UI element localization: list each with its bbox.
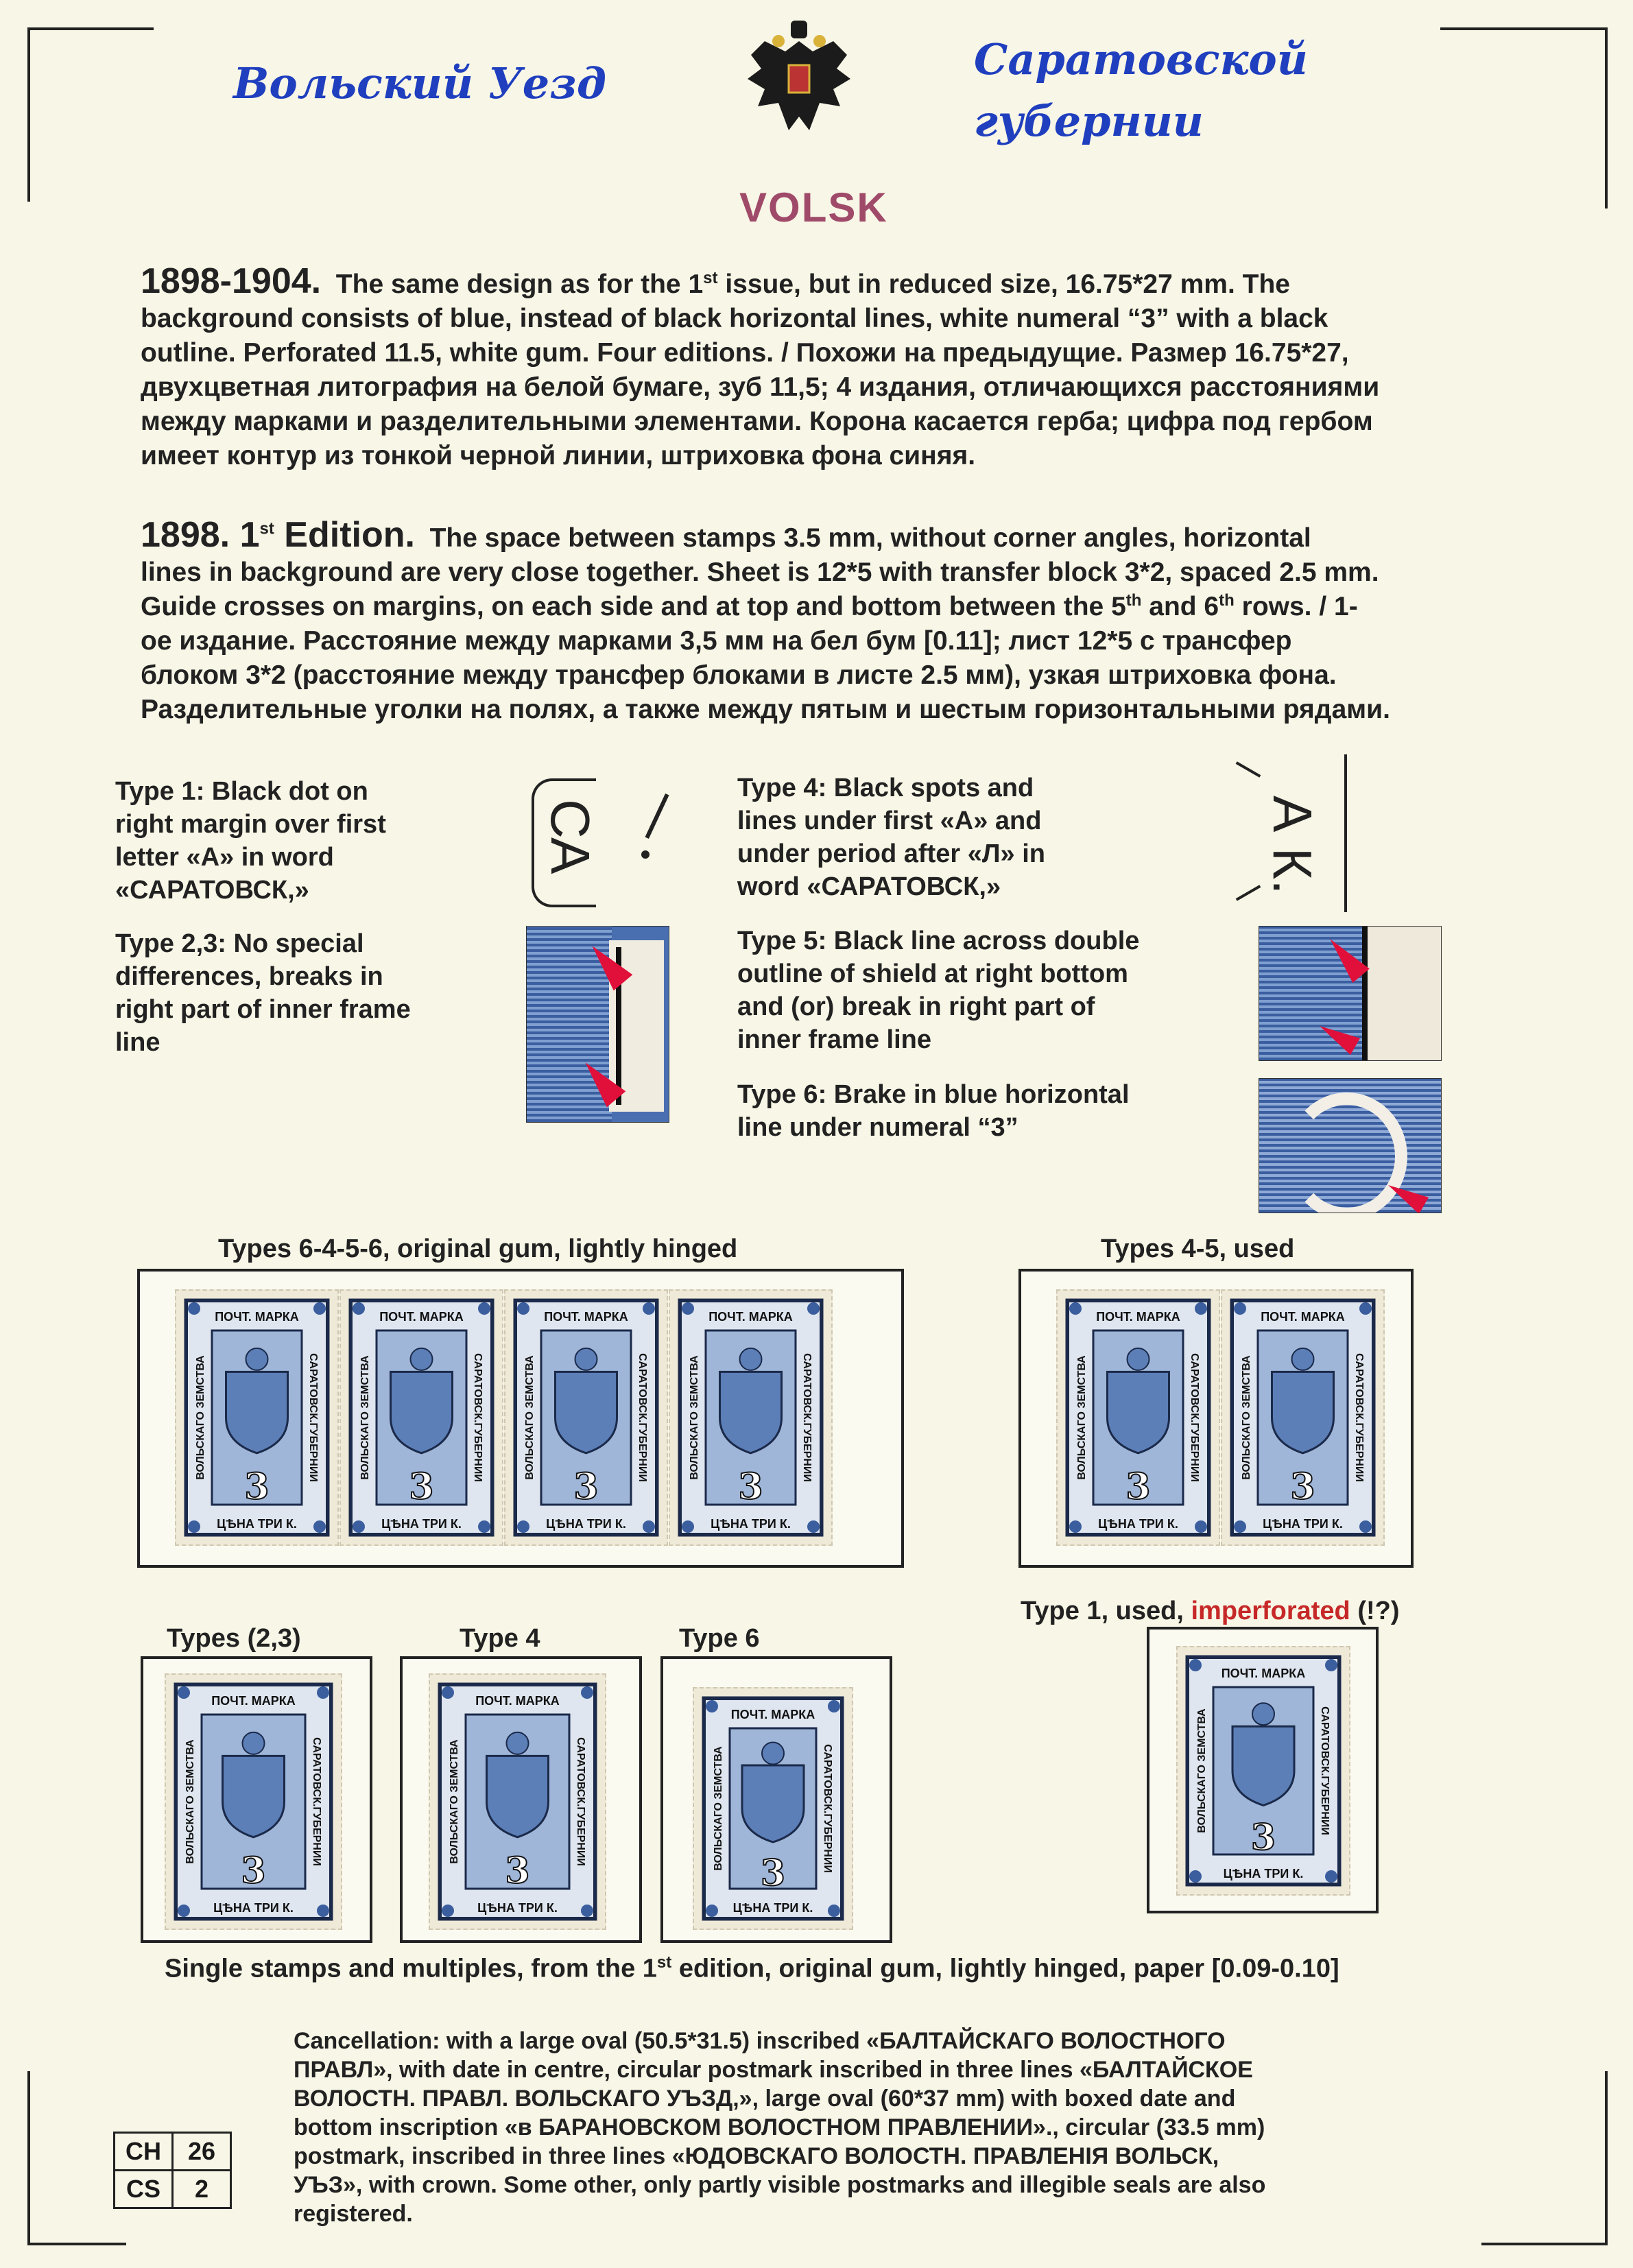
svg-text:ЦѢНА ТРИ К.: ЦѢНА ТРИ К.: [1223, 1867, 1304, 1881]
stamp: [175, 1289, 339, 1546]
corner-bracket-top-left: [27, 27, 154, 202]
svg-text:ПОЧТ. МАРКА: ПОЧТ. МАРКА: [544, 1310, 628, 1324]
svg-text:ЦѢНА ТРИ К.: ЦѢНА ТРИ К.: [732, 1901, 813, 1915]
imperforated-caption: Type 1, used, imperforated (!?): [1021, 1597, 1400, 1625]
svg-text:САРАТОВСК.ГУБЕРНИИ: САРАТОВСК.ГУБЕРНИИ: [1189, 1353, 1200, 1482]
svg-text:3: 3: [1290, 1466, 1315, 1508]
svg-text:3: 3: [409, 1466, 434, 1508]
pair-caption: Types 4-5, used: [1101, 1234, 1295, 1263]
singles-caption: Single stamps and multiples, from the 1st edition, original gum, lightly hinged, paper [0.09-0.10]: [165, 1953, 1339, 1983]
stamp-design: [430, 1675, 605, 1929]
svg-text:ПОЧТ. МАРКА: ПОЧТ. МАРКА: [730, 1708, 815, 1721]
svg-text:3: 3: [738, 1466, 763, 1508]
stamp: [1221, 1289, 1385, 1546]
issue-line-1-b: issue, but in reduced size, 16.75*27 mm. The: [725, 270, 1290, 299]
svg-text:ЦѢНА ТРИ К.: ЦѢНА ТРИ К.: [217, 1517, 297, 1531]
svg-text:ПОЧТ. МАРКА: ПОЧТ. МАРКА: [379, 1310, 464, 1324]
svg-text:САРАТОВСК.ГУБЕРНИИ: САРАТОВСК.ГУБЕРНИИ: [1353, 1353, 1365, 1482]
stamp-design: [694, 1688, 852, 1929]
svg-text:САРАТОВСК.ГУБЕРНИИ: САРАТОВСК.ГУБЕРНИИ: [311, 1737, 322, 1866]
stamp-design: [1058, 1291, 1219, 1544]
stamp-design: [176, 1291, 337, 1544]
type-1-sketch: [525, 765, 703, 922]
issue-line-6: имеет контур из тонкой черной линии, штриховка фона синяя.: [141, 441, 976, 470]
svg-text:ПОЧТ. МАРКА: ПОЧТ. МАРКА: [1221, 1667, 1306, 1680]
stamp-design: [341, 1291, 502, 1544]
page-title: VOLSK: [739, 184, 888, 230]
svg-text:ЦѢНА ТРИ К.: ЦѢНА ТРИ К.: [1263, 1517, 1343, 1531]
catalog-row-ch: [115, 2133, 231, 2171]
issue-line-1-sup: st: [703, 269, 718, 287]
type-5-description: Type 5: Black line across double outline of shield at right bottom and (or) break in right part of inner frame line: [737, 927, 1140, 1054]
issue-line-2: background consists of blue, instead of black horizontal lines, white numeral “3” with a black: [141, 304, 1328, 333]
stamp-design: [1178, 1647, 1349, 1894]
issue-paragraph: [141, 261, 1512, 473]
corner-bracket-bottom-left: [27, 2071, 126, 2245]
catalog-row-cs: [115, 2171, 231, 2208]
district-title: Вольский Уезд: [233, 58, 606, 108]
catalog-cs-label: CS: [115, 2171, 173, 2208]
edition-line-5: блоком 3*2 (расстояние между трансфер блоками в листе 2.5 мм), узкая штриховка фона.: [141, 660, 1337, 690]
edition-paragraph: [141, 515, 1512, 727]
svg-text:ПОЧТ. МАРКА: ПОЧТ. МАРКА: [211, 1694, 296, 1708]
province-title-line1: Саратовской: [974, 34, 1308, 84]
svg-text:3: 3: [760, 1852, 786, 1894]
stamp-design: [505, 1291, 667, 1544]
type-1-description: Type 1: Black dot on right margin over first letter «А» in word «САРАТОВСК,»: [115, 777, 386, 905]
svg-text:ВОЛЬСКАГО ЗЕМСТВА: ВОЛЬСКАГО ЗЕМСТВА: [689, 1355, 700, 1480]
svg-text:ПОЧТ. МАРКА: ПОЧТ. МАРКА: [475, 1694, 560, 1708]
stamp: [339, 1289, 503, 1546]
type-4-sketch-label: А К.: [1262, 796, 1323, 895]
province-title-line2: губернии: [974, 96, 1204, 146]
svg-text:ВОЛЬСКАГО ЗЕМСТВА: ВОЛЬСКАГО ЗЕМСТВА: [359, 1355, 371, 1480]
issue-line-5: между марками и разделительными элементами. Корона касается герба; цифра под гербом: [141, 407, 1373, 436]
svg-text:САРАТОВСК.ГУБЕРНИИ: САРАТОВСК.ГУБЕРНИИ: [307, 1353, 319, 1482]
catalog-ch-value: 26: [173, 2133, 231, 2171]
svg-text:САРАТОВСК.ГУБЕРНИИ: САРАТОВСК.ГУБЕРНИИ: [1319, 1706, 1331, 1835]
cancellation-paragraph: Cancellation: with a large oval (50.5*31.5) inscribed «БАЛТАЙСКАГО ВОЛОСТНОГО ПРАВЛ», with date in centre, circular postmark inscribed in three lines «БАЛТАЙСКОЕ ВОЛОСТН. ПРАВЛ. ВОЛЬСКАГО УЪЗД,», large oval (60*37 mm) with boxed date and bottom inscription «в БАРАНОВСКОМ ВОЛОСТНОМ ПРАВЛЕНИИ»., circular (33.5 mm) postmark, inscribed in three lines «ЮДОВСКАГО ВОЛОСТН. ПРАВЛЕНIЯ ВОЛЬСК, УЪЗ», with crown. Some other, only partly visible postmarks and illegible seals are also registered.: [294, 2028, 1266, 2227]
svg-text:3: 3: [1250, 1817, 1276, 1859]
type-6-detail-image: [1259, 1078, 1442, 1213]
svg-text:ПОЧТ. МАРКА: ПОЧТ. МАРКА: [708, 1310, 793, 1324]
imperforated-word: imperforated: [1191, 1597, 1350, 1625]
stamp: [693, 1687, 853, 1930]
double-eagle-crest: [737, 14, 861, 151]
edition-line-1: [141, 515, 1512, 556]
single-type-6-caption: Type 6: [679, 1624, 760, 1653]
stamp: [429, 1673, 606, 1930]
svg-text:ПОЧТ. МАРКА: ПОЧТ. МАРКА: [215, 1310, 299, 1324]
svg-text:ВОЛЬСКАГО ЗЕМСТВА: ВОЛЬСКАГО ЗЕМСТВА: [1076, 1355, 1088, 1480]
issue-line-1: [141, 261, 1512, 302]
svg-text:ВОЛЬСКАГО ЗЕМСТВА: ВОЛЬСКАГО ЗЕМСТВА: [1196, 1708, 1208, 1833]
svg-text:ВОЛЬСКАГО ЗЕМСТВА: ВОЛЬСКАГО ЗЕМСТВА: [1241, 1355, 1252, 1480]
type-6-description: Type 6: Brake in blue horizontal line under numeral “3”: [737, 1080, 1130, 1142]
svg-text:3: 3: [1125, 1466, 1151, 1508]
svg-text:ВОЛЬСКАГО ЗЕМСТВА: ВОЛЬСКАГО ЗЕМСТВА: [524, 1355, 536, 1480]
svg-text:3: 3: [573, 1466, 599, 1508]
stamp: [669, 1289, 833, 1546]
svg-text:3: 3: [244, 1466, 270, 1508]
stamp: [1056, 1289, 1220, 1546]
catalog-table: [113, 2132, 232, 2209]
svg-text:САРАТОВСК.ГУБЕРНИИ: САРАТОВСК.ГУБЕРНИИ: [801, 1353, 813, 1482]
edition-line-6: Разделительные уголки на полях, а также между пятым и шестым горизонтальными рядами.: [141, 695, 1390, 724]
svg-text:ЦѢНА ТРИ К.: ЦѢНА ТРИ К.: [1098, 1517, 1178, 1531]
stamp: [504, 1289, 668, 1546]
corner-bracket-top-right: [1440, 27, 1608, 208]
catalog-ch-label: CH: [115, 2133, 173, 2171]
corner-bracket-bottom-right: [1481, 2071, 1608, 2245]
type-23-description: Type 2,3: No special differences, breaks in right part of inner frame line: [115, 929, 411, 1057]
single-type-4-caption: Type 4: [460, 1624, 540, 1653]
edition-line-4: ое издание. Расстояние между марками 3,5 мм на бел бум [0.11]; лист 12*5 с трансфер: [141, 626, 1292, 656]
svg-text:САРАТОВСК.ГУБЕРНИИ: САРАТОВСК.ГУБЕРНИИ: [822, 1744, 833, 1873]
stamp-design: [166, 1675, 341, 1929]
stamp: [1176, 1646, 1350, 1896]
catalog-cs-value: 2: [173, 2171, 231, 2208]
edition-line-3: Guide crosses on margins, on each side and at top and bottom between the 5th and 6th rows. / 1-: [141, 591, 1358, 621]
edition-line-2: lines in background are very close together. Sheet is 12*5 with transfer block 3*2, spaced 2.5 mm.: [141, 558, 1379, 587]
type-23-detail-image: [526, 926, 669, 1123]
issue-line-3: outline. Perforated 11.5, white gum. Four editions. / Похожи на предыдущие. Размер 16.75*27,: [141, 338, 1349, 368]
svg-text:ЦѢНА ТРИ К.: ЦѢНА ТРИ К.: [477, 1901, 558, 1915]
issue-line-1-a: The same design as for the 1: [335, 270, 704, 299]
issue-line-4: двухцветная литография на белой бумаге, зуб 11,5; 4 издания, отличающихся расстояниями: [141, 372, 1380, 402]
svg-text:САРАТОВСК.ГУБЕРНИИ: САРАТОВСК.ГУБЕРНИИ: [575, 1737, 586, 1866]
type-4-sketch: [1221, 754, 1358, 912]
svg-text:ЦѢНА ТРИ К.: ЦѢНА ТРИ К.: [711, 1517, 791, 1531]
svg-text:ВОЛЬСКАГО ЗЕМСТВА: ВОЛЬСКАГО ЗЕМСТВА: [713, 1746, 724, 1871]
svg-text:3: 3: [241, 1850, 266, 1892]
svg-text:САРАТОВСК.ГУБЕРНИИ: САРАТОВСК.ГУБЕРНИИ: [636, 1353, 648, 1482]
svg-text:САРАТОВСК.ГУБЕРНИИ: САРАТОВСК.ГУБЕРНИИ: [472, 1353, 484, 1482]
type-4-description: Type 4: Black spots and lines under first «А» and under period after «Л» in word «САРАТОВСК,»: [737, 774, 1045, 901]
issue-year: 1898-1904.: [141, 261, 322, 301]
svg-text:ЦѢНА ТРИ К.: ЦѢНА ТРИ К.: [546, 1517, 626, 1531]
strip-caption: Types 6-4-5-6, original gum, lightly hinged: [218, 1234, 738, 1263]
single-types-23-caption: Types (2,3): [167, 1624, 301, 1653]
stamp-design: [1222, 1291, 1383, 1544]
stamp-design: [670, 1291, 831, 1544]
svg-text:ПОЧТ. МАРКА: ПОЧТ. МАРКА: [1096, 1310, 1180, 1324]
svg-text:ЦѢНА ТРИ К.: ЦѢНА ТРИ К.: [213, 1901, 294, 1915]
svg-text:ПОЧТ. МАРКА: ПОЧТ. МАРКА: [1261, 1310, 1345, 1324]
stamp: [165, 1673, 342, 1930]
svg-text:ВОЛЬСКАГО ЗЕМСТВА: ВОЛЬСКАГО ЗЕМСТВА: [449, 1739, 460, 1864]
svg-text:ЦѢНА ТРИ К.: ЦѢНА ТРИ К.: [381, 1517, 462, 1531]
edition-line-1-text: The space between stamps 3.5 mm, without corner angles, horizontal: [429, 523, 1311, 553]
type-1-sketch-label: СА: [540, 799, 601, 874]
svg-text:3: 3: [505, 1850, 530, 1892]
type-5-detail-image: [1259, 926, 1442, 1061]
svg-text:ВОЛЬСКАГО ЗЕМСТВА: ВОЛЬСКАГО ЗЕМСТВА: [184, 1739, 196, 1864]
svg-text:ВОЛЬСКАГО ЗЕМСТВА: ВОЛЬСКАГО ЗЕМСТВА: [195, 1355, 206, 1480]
edition-title: 1898. 1st Edition.: [141, 515, 415, 555]
